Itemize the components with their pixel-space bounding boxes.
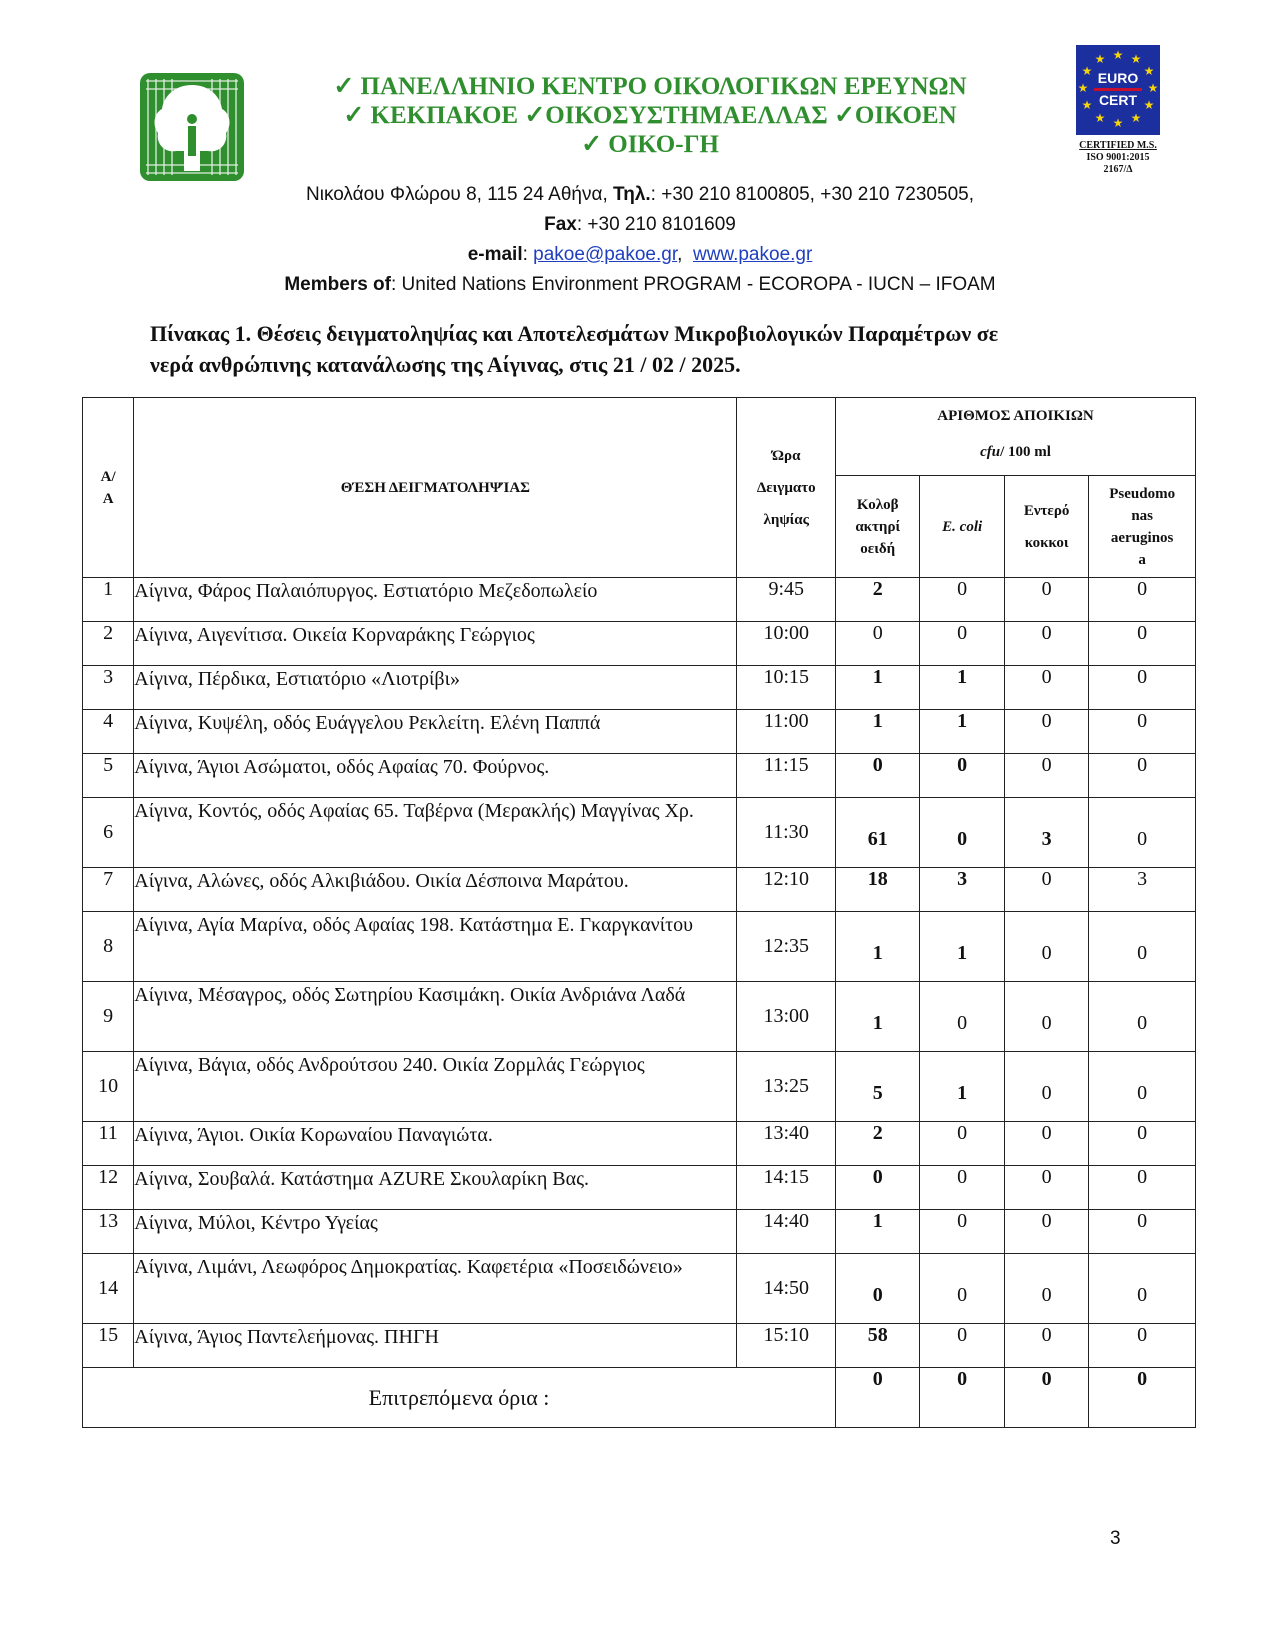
row-coliform: 2 bbox=[836, 578, 920, 622]
header-coliform-line-1: Κολοβ bbox=[856, 496, 899, 513]
header-aa bbox=[83, 398, 134, 578]
svg-text:★: ★ bbox=[1130, 52, 1142, 66]
org-line-3: ✓ ΟΙΚΟ-ΓΗ bbox=[581, 131, 719, 158]
limits-label: Επιτρεπόμενα όρια : bbox=[83, 1368, 836, 1428]
certification-badge bbox=[1073, 45, 1163, 176]
row-number: 13 bbox=[83, 1210, 134, 1254]
row-coliform: 1 bbox=[836, 1210, 920, 1254]
row-place: Αίγινα, Μύλοι, Κέντρο Υγείας bbox=[134, 1210, 737, 1254]
row-time: 14:40 bbox=[737, 1210, 836, 1254]
caption-line-1: Πίνακας 1. Θέσεις δειγματοληψίας και Αποτελεσμάτων Μικροβιολογικών Παραμέτρων σε bbox=[150, 321, 999, 346]
row-place: Αίγινα, Αγία Μαρίνα, οδός Αφαίας 198. Κατάστημα Ε. Γκαργκανίτου bbox=[134, 912, 737, 982]
row-time: 12:10 bbox=[737, 868, 836, 912]
header-ecoli: E. coli bbox=[920, 476, 1004, 578]
row-number: 14 bbox=[83, 1254, 134, 1324]
row-pseudomonas: 0 bbox=[1089, 982, 1196, 1052]
organization-name bbox=[300, 72, 1000, 159]
row-number: 12 bbox=[83, 1166, 134, 1210]
row-enterococci: 3 bbox=[1004, 798, 1088, 868]
members-value: : United Nations Environment PROGRAM - ECOROPA - IUCN – IFOAM bbox=[391, 274, 996, 295]
header-time bbox=[737, 398, 836, 578]
row-pseudomonas: 0 bbox=[1089, 578, 1196, 622]
tel-label: Τηλ. bbox=[613, 184, 651, 205]
table-row bbox=[83, 578, 1196, 622]
cert-line-2: ISO 9001:2015 bbox=[1086, 152, 1150, 163]
contact-info bbox=[230, 180, 1050, 300]
header-pseudomonas-line-3: aeruginos bbox=[1110, 529, 1174, 546]
table-row bbox=[83, 1122, 1196, 1166]
table-row bbox=[83, 798, 1196, 868]
header-row-1 bbox=[83, 398, 1196, 476]
row-coliform: 1 bbox=[836, 982, 920, 1052]
row-ecoli: 0 bbox=[920, 1254, 1004, 1324]
header-time-line-1: Ώρα bbox=[772, 447, 801, 464]
row-ecoli: 0 bbox=[920, 798, 1004, 868]
header-time-line-3: ληψίας bbox=[763, 511, 810, 528]
svg-text:★: ★ bbox=[1081, 64, 1093, 78]
row-time: 10:15 bbox=[737, 666, 836, 710]
table-row bbox=[83, 1052, 1196, 1122]
row-enterococci: 0 bbox=[1004, 868, 1088, 912]
results-table bbox=[82, 397, 1196, 1428]
row-pseudomonas: 0 bbox=[1089, 1254, 1196, 1324]
row-coliform: 1 bbox=[836, 912, 920, 982]
row-coliform: 5 bbox=[836, 1052, 920, 1122]
row-coliform: 0 bbox=[836, 622, 920, 666]
header-coliform bbox=[836, 476, 920, 578]
org-line-1: ✓ ΠΑΝΕΛΛΗΝΙΟ ΚΕΝΤΡΟ ΟΙΚΟΛΟΓΙΚΩΝ ΕΡΕΥΝΩΝ bbox=[333, 73, 967, 100]
eurocert-text-2: CERT bbox=[1098, 92, 1138, 108]
row-coliform: 0 bbox=[836, 754, 920, 798]
row-pseudomonas: 3 bbox=[1089, 868, 1196, 912]
address: Νικολάου Φλώρου 8, 115 24 Αθήνα, bbox=[306, 184, 608, 205]
row-ecoli: 0 bbox=[920, 1210, 1004, 1254]
header-unit-rest: / 100 ml bbox=[1000, 444, 1051, 460]
limit-enterococci: 0 bbox=[1004, 1368, 1088, 1428]
row-place: Αίγινα, Άγιος Παντελεήμονας. ΠΗΓΗ bbox=[134, 1324, 737, 1368]
table-row bbox=[83, 666, 1196, 710]
table-row bbox=[83, 1166, 1196, 1210]
table-row bbox=[83, 912, 1196, 982]
table-row bbox=[83, 1210, 1196, 1254]
header-coliform-line-3: οειδή bbox=[860, 540, 896, 557]
email-comma: , bbox=[677, 244, 683, 265]
row-enterococci: 0 bbox=[1004, 754, 1088, 798]
header-colonies bbox=[836, 398, 1196, 476]
row-time: 12:35 bbox=[737, 912, 836, 982]
row-coliform: 1 bbox=[836, 710, 920, 754]
svg-text:★: ★ bbox=[1112, 48, 1124, 62]
row-pseudomonas: 0 bbox=[1089, 1052, 1196, 1122]
row-place: Αίγινα, Άγιοι Ασώματοι, οδός Αφαίας 70. Φούρνος. bbox=[134, 754, 737, 798]
header-aa-line-2: Α bbox=[102, 490, 114, 507]
row-ecoli: 1 bbox=[920, 666, 1004, 710]
table-row bbox=[83, 1324, 1196, 1368]
row-place: Αίγινα, Κοντός, οδός Αφαίας 65. Ταβέρνα (Μερακλής) Μαγγίνας Χρ. bbox=[134, 798, 737, 868]
row-number: 9 bbox=[83, 982, 134, 1052]
table-row bbox=[83, 622, 1196, 666]
table-caption bbox=[150, 318, 1150, 380]
row-place: Αίγινα, Άγιοι. Οικία Κορωναίου Παναγιώτα. bbox=[134, 1122, 737, 1166]
row-time: 11:15 bbox=[737, 754, 836, 798]
row-place: Αίγινα, Πέρδικα, Εστιατόριο «Λιοτρίβι» bbox=[134, 666, 737, 710]
tree-logo bbox=[138, 71, 246, 183]
row-pseudomonas: 0 bbox=[1089, 1122, 1196, 1166]
row-place: Αίγινα, Φάρος Παλαιόπυργος. Εστιατόριο Μεζεδοπωλείο bbox=[134, 578, 737, 622]
row-place: Αίγινα, Μέσαγρος, οδός Σωτηρίου Κασιμάκη. Οικία Ανδριάνα Λαδά bbox=[134, 982, 737, 1052]
fax-line bbox=[230, 210, 1050, 240]
row-pseudomonas: 0 bbox=[1089, 622, 1196, 666]
eurocert-text-1: EURO bbox=[1097, 70, 1139, 86]
row-ecoli: 0 bbox=[920, 1122, 1004, 1166]
website-link[interactable]: www.pakoe.gr bbox=[692, 244, 813, 265]
table-row bbox=[83, 710, 1196, 754]
row-ecoli: 0 bbox=[920, 754, 1004, 798]
limit-pseudomonas: 0 bbox=[1089, 1368, 1196, 1428]
fax-value: : +30 210 8101609 bbox=[576, 214, 736, 235]
row-ecoli: 3 bbox=[920, 868, 1004, 912]
table-row bbox=[83, 754, 1196, 798]
header-place: ΘΈΣΗ ΔΕΙΓΜΑΤΟΛΗΨΊΑΣ bbox=[134, 398, 737, 578]
row-ecoli: 1 bbox=[920, 912, 1004, 982]
row-coliform: 58 bbox=[836, 1324, 920, 1368]
row-time: 9:45 bbox=[737, 578, 836, 622]
svg-text:★: ★ bbox=[1081, 98, 1093, 112]
row-enterococci: 0 bbox=[1004, 1254, 1088, 1324]
row-pseudomonas: 0 bbox=[1089, 666, 1196, 710]
row-ecoli: 0 bbox=[920, 982, 1004, 1052]
row-pseudomonas: 0 bbox=[1089, 754, 1196, 798]
svg-text:★: ★ bbox=[1094, 52, 1106, 66]
row-ecoli: 0 bbox=[920, 622, 1004, 666]
row-time: 13:25 bbox=[737, 1052, 836, 1122]
row-number: 10 bbox=[83, 1052, 134, 1122]
row-pseudomonas: 0 bbox=[1089, 1210, 1196, 1254]
row-number: 3 bbox=[83, 666, 134, 710]
row-coliform: 61 bbox=[836, 798, 920, 868]
row-place: Αίγινα, Αλώνες, οδός Αλκιβιάδου. Οικία Δέσποινα Μαράτου. bbox=[134, 868, 737, 912]
row-time: 14:15 bbox=[737, 1166, 836, 1210]
header-pseudomonas-line-1: Pseudomo bbox=[1109, 485, 1176, 502]
limits-row bbox=[83, 1368, 1196, 1428]
row-enterococci: 0 bbox=[1004, 622, 1088, 666]
row-place: Αίγινα, Σουβαλά. Κατάστημα AZURE Σκουλαρίκη Βας. bbox=[134, 1166, 737, 1210]
row-time: 13:00 bbox=[737, 982, 836, 1052]
limit-coliform: 0 bbox=[836, 1368, 920, 1428]
row-time: 10:00 bbox=[737, 622, 836, 666]
svg-text:★: ★ bbox=[1077, 81, 1089, 95]
email-link[interactable]: pakoe@pakoe.gr bbox=[533, 244, 678, 265]
row-number: 4 bbox=[83, 710, 134, 754]
row-number: 15 bbox=[83, 1324, 134, 1368]
table-row bbox=[83, 982, 1196, 1052]
members-label: Members of bbox=[284, 274, 391, 295]
header-time-line-2: Δειγματο bbox=[756, 479, 816, 496]
eurocert-logo bbox=[1076, 45, 1160, 135]
header-pseudomonas-line-4: a bbox=[1138, 551, 1146, 568]
cert-line-1: CERTIFIED M.S. bbox=[1079, 140, 1157, 151]
svg-text:★: ★ bbox=[1147, 81, 1159, 95]
row-coliform: 18 bbox=[836, 868, 920, 912]
row-time: 14:50 bbox=[737, 1254, 836, 1324]
row-time: 13:40 bbox=[737, 1122, 836, 1166]
row-enterococci: 0 bbox=[1004, 982, 1088, 1052]
cert-line-3: 2167/Δ bbox=[1103, 164, 1133, 175]
row-enterococci: 0 bbox=[1004, 1052, 1088, 1122]
svg-text:★: ★ bbox=[1094, 111, 1106, 125]
table-row bbox=[83, 868, 1196, 912]
fax-label: Fax bbox=[544, 214, 577, 235]
email-line bbox=[230, 240, 1050, 270]
svg-text:★: ★ bbox=[1143, 98, 1155, 112]
header-unit bbox=[836, 434, 1195, 470]
svg-text:★: ★ bbox=[1143, 64, 1155, 78]
row-ecoli: 1 bbox=[920, 710, 1004, 754]
row-ecoli: 0 bbox=[920, 1324, 1004, 1368]
header-colonies-title: ΑΡΙΘΜΟΣ ΑΠΟΙΚΙΩΝ bbox=[937, 408, 1094, 424]
row-enterococci: 0 bbox=[1004, 1324, 1088, 1368]
limit-ecoli: 0 bbox=[920, 1368, 1004, 1428]
row-enterococci: 0 bbox=[1004, 1122, 1088, 1166]
row-place: Αίγινα, Κυψέλη, οδός Ευάγγελου Ρεκλείτη. Ελένη Παππά bbox=[134, 710, 737, 754]
members-line bbox=[230, 270, 1050, 300]
row-number: 2 bbox=[83, 622, 134, 666]
header-unit-cfu: cfu bbox=[980, 444, 1001, 460]
row-enterococci: 0 bbox=[1004, 578, 1088, 622]
row-ecoli: 0 bbox=[920, 578, 1004, 622]
page-number: 3 bbox=[1110, 1528, 1121, 1549]
row-enterococci: 0 bbox=[1004, 710, 1088, 754]
row-time: 11:00 bbox=[737, 710, 836, 754]
tel-values: : +30 210 8100805, +30 210 7230505, bbox=[650, 184, 974, 205]
row-enterococci: 0 bbox=[1004, 912, 1088, 982]
row-coliform: 0 bbox=[836, 1254, 920, 1324]
row-time: 11:30 bbox=[737, 798, 836, 868]
row-number: 5 bbox=[83, 754, 134, 798]
row-place: Αίγινα, Λιμάνι, Λεωφόρος Δημοκρατίας. Καφετέρια «Ποσειδώνειο» bbox=[134, 1254, 737, 1324]
row-ecoli: 1 bbox=[920, 1052, 1004, 1122]
header-pseudomonas bbox=[1089, 476, 1196, 578]
header-enterococci bbox=[1004, 476, 1088, 578]
row-coliform: 2 bbox=[836, 1122, 920, 1166]
svg-text:★: ★ bbox=[1130, 111, 1142, 125]
row-ecoli: 0 bbox=[920, 1166, 1004, 1210]
header-enterococci-line-2: κοκκοι bbox=[1024, 534, 1069, 551]
email-separator: : bbox=[522, 244, 534, 265]
row-number: 8 bbox=[83, 912, 134, 982]
header-coliform-line-2: ακτηρί bbox=[855, 518, 901, 535]
row-pseudomonas: 0 bbox=[1089, 1166, 1196, 1210]
address-line bbox=[230, 180, 1050, 210]
email-label: e-mail bbox=[467, 244, 523, 265]
header-aa-line-1: Α/ bbox=[100, 468, 116, 485]
row-pseudomonas: 0 bbox=[1089, 1324, 1196, 1368]
row-enterococci: 0 bbox=[1004, 666, 1088, 710]
org-line-2: ✓ ΚΕΚΠΑΚΟΕ ✓ΟΙΚΟΣΥΣΤΗΜΑΕΛΛΑΣ ✓ΟΙΚΟΕΝ bbox=[343, 102, 957, 129]
row-number: 11 bbox=[83, 1122, 134, 1166]
row-enterococci: 0 bbox=[1004, 1210, 1088, 1254]
row-pseudomonas: 0 bbox=[1089, 710, 1196, 754]
row-coliform: 1 bbox=[836, 666, 920, 710]
row-number: 7 bbox=[83, 868, 134, 912]
row-number: 1 bbox=[83, 578, 134, 622]
row-pseudomonas: 0 bbox=[1089, 798, 1196, 868]
table-row bbox=[83, 1254, 1196, 1324]
row-coliform: 0 bbox=[836, 1166, 920, 1210]
row-place: Αίγινα, Βάγια, οδός Ανδρούτσου 240. Οικία Ζορμλάς Γεώργιος bbox=[134, 1052, 737, 1122]
svg-text:★: ★ bbox=[1112, 116, 1124, 130]
row-time: 15:10 bbox=[737, 1324, 836, 1368]
row-number: 6 bbox=[83, 798, 134, 868]
header-enterococci-line-1: Εντερό bbox=[1023, 502, 1070, 519]
row-enterococci: 0 bbox=[1004, 1166, 1088, 1210]
row-pseudomonas: 0 bbox=[1089, 912, 1196, 982]
header-pseudomonas-line-2: nas bbox=[1131, 507, 1153, 524]
row-place: Αίγινα, Αιγενίτισα. Οικεία Κορναράκης Γεώργιος bbox=[134, 622, 737, 666]
caption-line-2: νερά ανθρώπινης κατανάλωσης της Αίγινας, στις 21 / 02 / 2025. bbox=[150, 352, 741, 377]
